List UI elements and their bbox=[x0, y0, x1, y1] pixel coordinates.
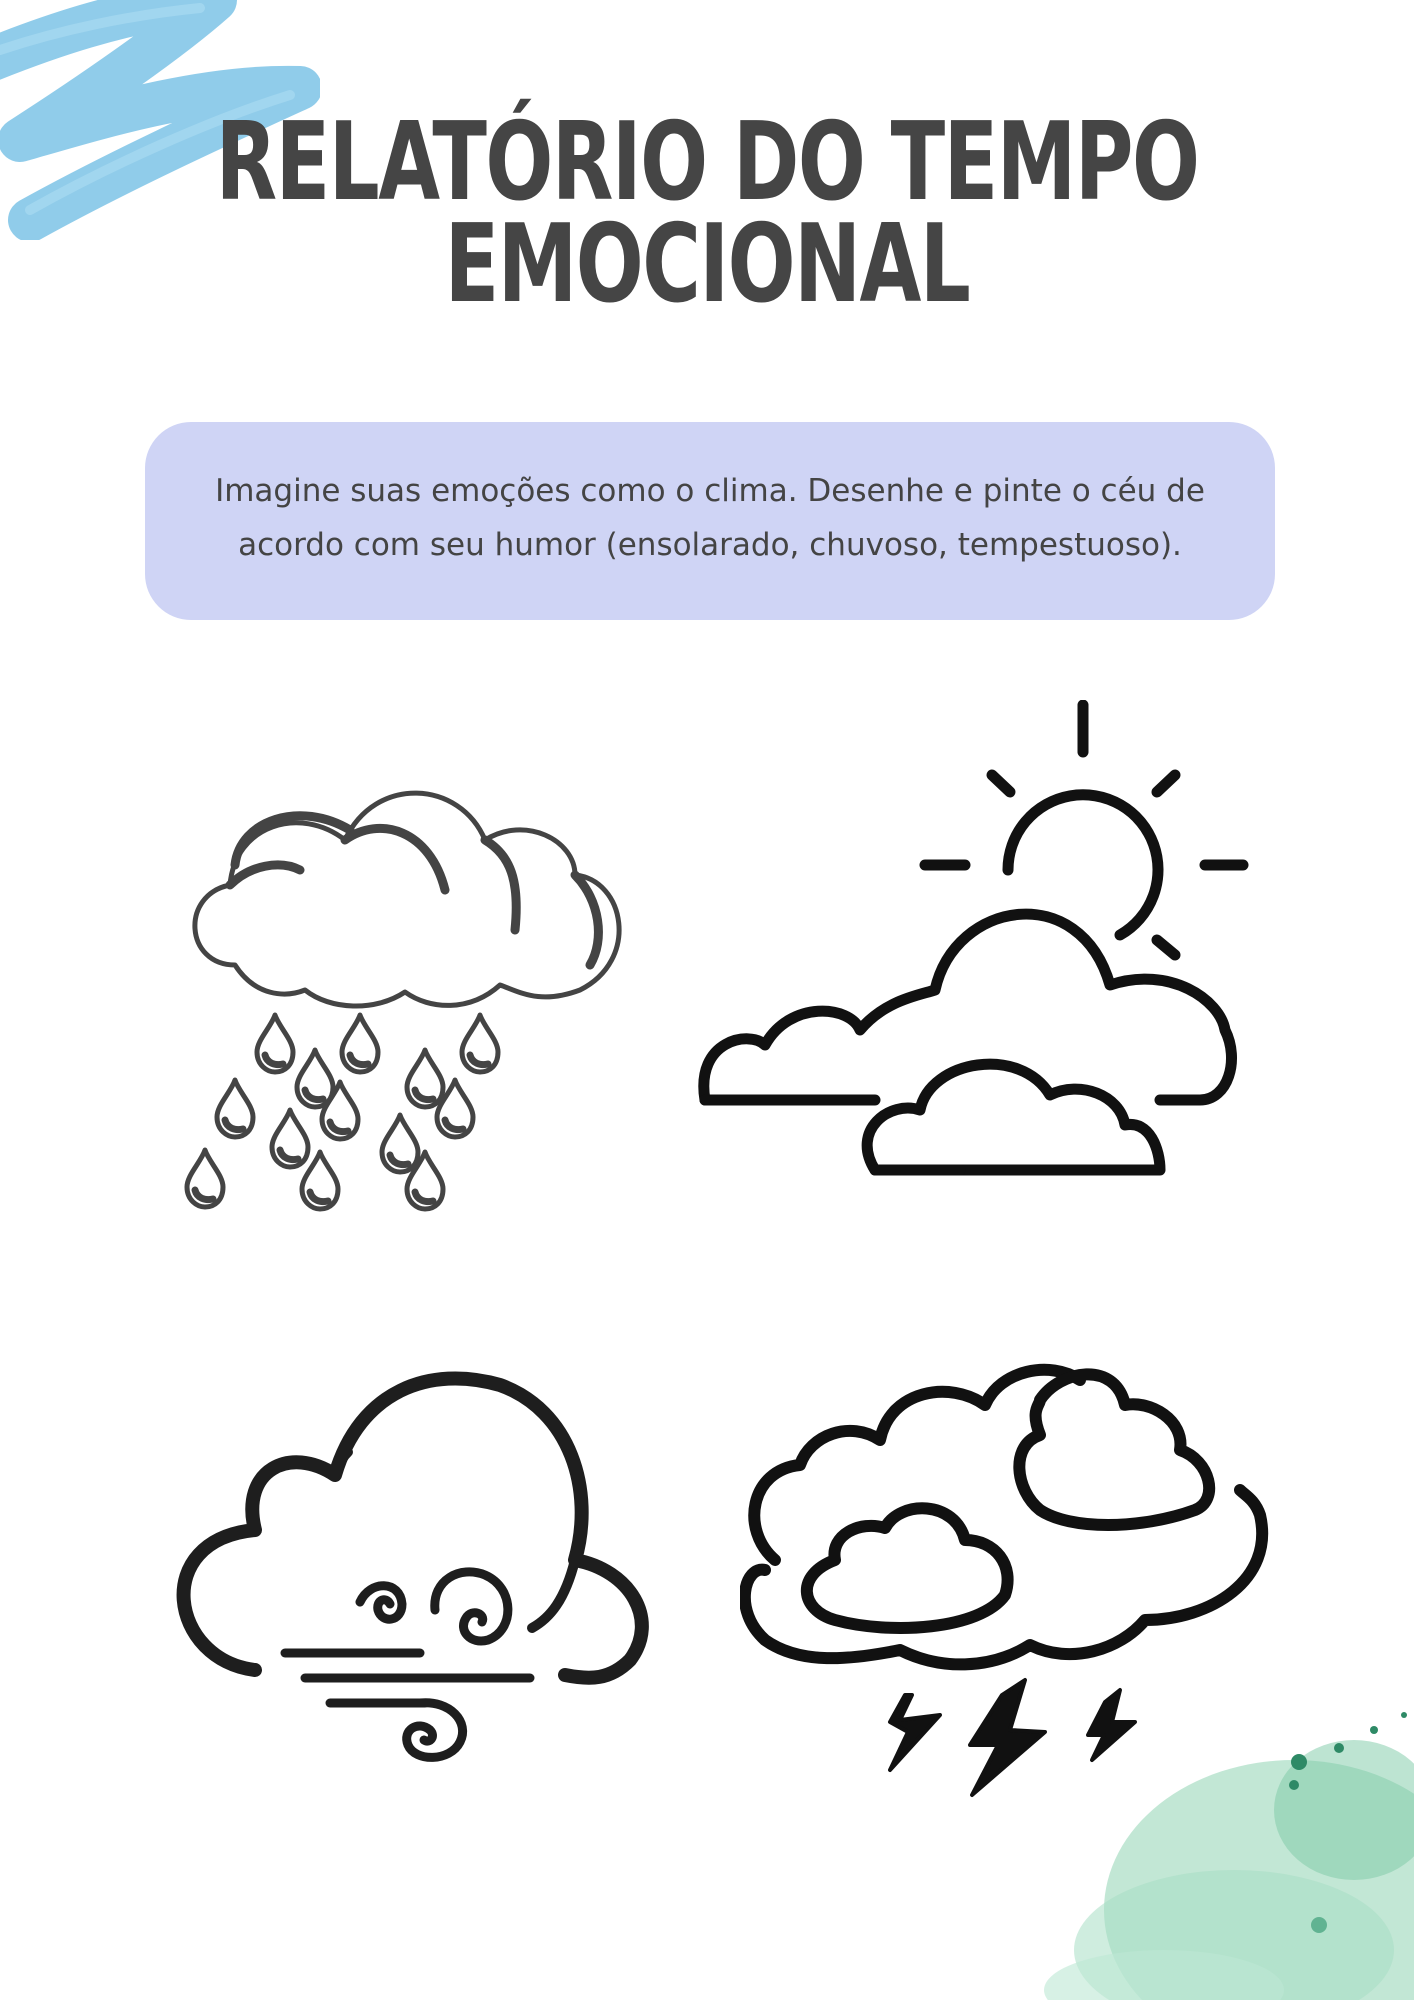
raindrop-shading bbox=[280, 1150, 298, 1160]
thunderstorm-icon bbox=[740, 1350, 1280, 1830]
raindrop-shading bbox=[445, 1120, 463, 1130]
raindrop-shading bbox=[390, 1155, 408, 1165]
instructions-box bbox=[145, 422, 1275, 620]
page-title-line-1: RELATÓRIO DO TEMPO bbox=[215, 100, 1199, 225]
instructions-text: Imagine suas emoções como o clima. Desenhe e pinte o céu de acordo com seu humor (ensolarado, chuvoso, tempestuoso). bbox=[215, 473, 1205, 563]
page-title-line-2: EMOCIONAL bbox=[444, 202, 970, 327]
page-title bbox=[184, 100, 1230, 327]
rain-cloud-icon bbox=[180, 760, 660, 1240]
raindrop-shading bbox=[265, 1055, 283, 1065]
raindrop-shading bbox=[330, 1122, 348, 1132]
raindrop-shading bbox=[350, 1055, 368, 1065]
raindrop-shading bbox=[305, 1090, 323, 1100]
raindrop-shading bbox=[415, 1192, 433, 1202]
raindrop-shading bbox=[310, 1192, 328, 1202]
wind-cloud-icon bbox=[170, 1360, 650, 1800]
raindrop-shading bbox=[195, 1190, 213, 1200]
sun-behind-clouds-icon bbox=[680, 700, 1260, 1180]
raindrop-shading bbox=[225, 1120, 243, 1130]
raindrop-shading bbox=[470, 1055, 488, 1065]
raindrop-shading bbox=[415, 1090, 433, 1100]
